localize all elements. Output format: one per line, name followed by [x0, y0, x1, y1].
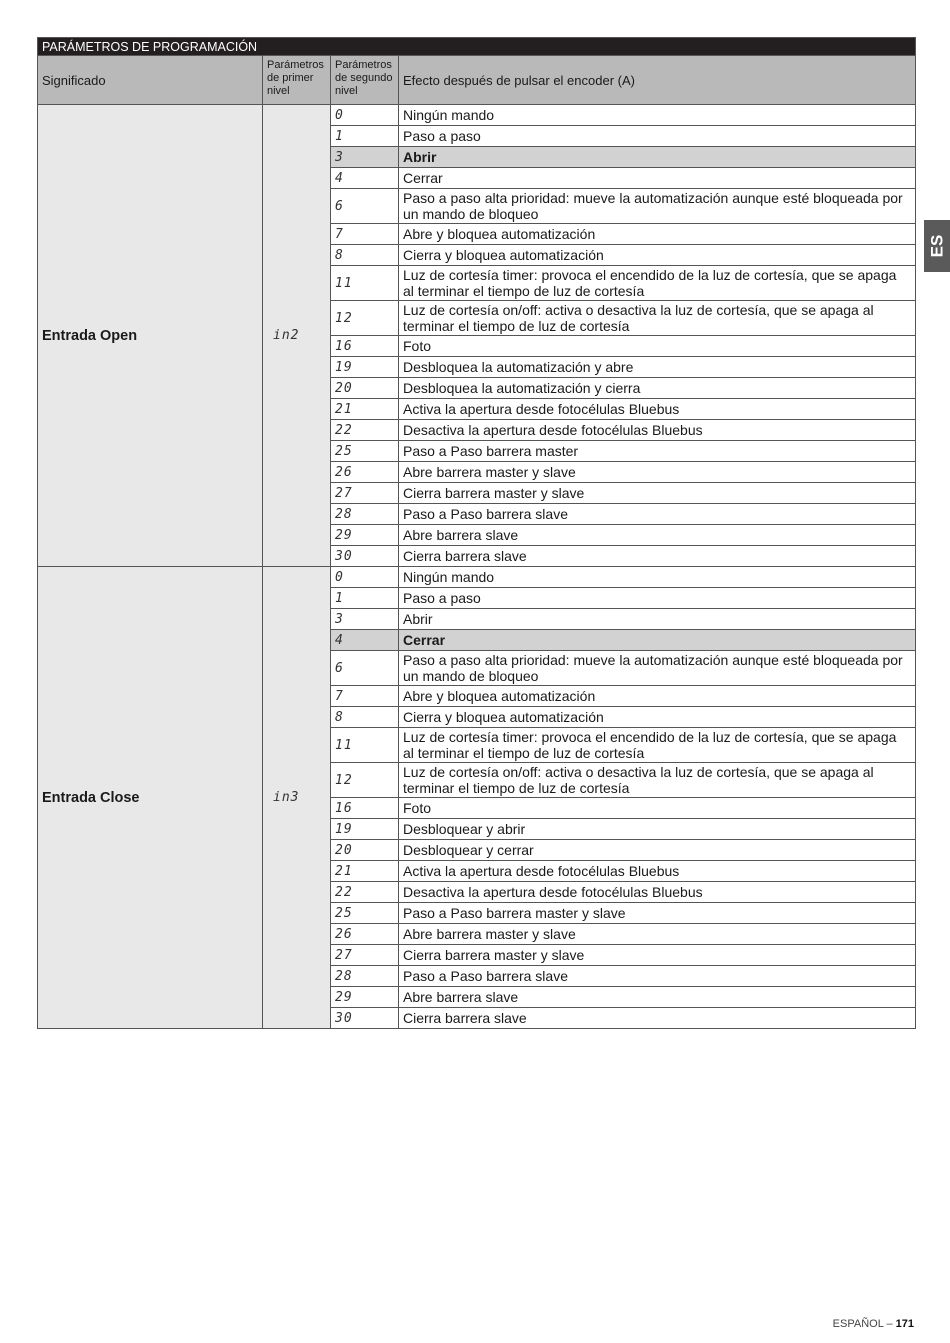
second-level-code: 8: [331, 245, 399, 266]
second-level-code: 30: [331, 1008, 399, 1029]
footer-separator: –: [883, 1318, 896, 1330]
second-level-code: 29: [331, 987, 399, 1008]
effect-description: Luz de cortesía timer: provoca el encendido de la luz de cortesía, que se apaga al terminar el tiempo de luz de cortesía: [399, 728, 916, 763]
second-level-code: 12: [331, 763, 399, 798]
effect-description: Activa la apertura desde fotocélulas Bluebus: [399, 861, 916, 882]
header-second-level: Parámetros de segundo nivel: [331, 56, 399, 105]
effect-description: Cierra y bloquea automatización: [399, 707, 916, 728]
second-level-code: 27: [331, 483, 399, 504]
page-footer: [833, 1318, 914, 1330]
effect-description: Cierra barrera slave: [399, 1008, 916, 1029]
group-meaning: Entrada Open: [38, 105, 263, 567]
second-level-code: 25: [331, 441, 399, 462]
effect-description: Paso a Paso barrera slave: [399, 504, 916, 525]
second-level-code: 0: [331, 105, 399, 126]
footer-language: ESPAÑOL: [832, 1318, 884, 1330]
second-level-code: 0: [331, 567, 399, 588]
second-level-code: 1: [331, 588, 399, 609]
effect-description: Cierra y bloquea automatización: [399, 245, 916, 266]
effect-description: Abre barrera master y slave: [399, 462, 916, 483]
effect-description: Abrir: [399, 147, 916, 168]
second-level-code: 20: [331, 840, 399, 861]
effect-description: Foto: [399, 336, 916, 357]
effect-description: Paso a Paso barrera master y slave: [399, 903, 916, 924]
effect-description: Abrir: [399, 609, 916, 630]
effect-description: Cierra barrera master y slave: [399, 483, 916, 504]
second-level-code: 11: [331, 266, 399, 301]
second-level-code: 22: [331, 882, 399, 903]
second-level-code: 28: [331, 966, 399, 987]
effect-description: Cierra barrera slave: [399, 546, 916, 567]
effect-description: Abre y bloquea automatización: [399, 224, 916, 245]
effect-description: Paso a Paso barrera slave: [399, 966, 916, 987]
first-level-parameter: in3: [263, 567, 331, 1029]
effect-description: Activa la apertura desde fotocélulas Bluebus: [399, 399, 916, 420]
effect-description: Luz de cortesía on/off: activa o desactiva la luz de cortesía, que se apaga al terminar el tiempo de luz de cortesía: [399, 301, 916, 336]
effect-description: Abre barrera master y slave: [399, 924, 916, 945]
second-level-code: 28: [331, 504, 399, 525]
effect-description: Paso a paso: [399, 126, 916, 147]
second-level-code: 16: [331, 336, 399, 357]
effect-description: Luz de cortesía on/off: activa o desactiva la luz de cortesía, que se apaga al terminar el tiempo de luz de cortesía: [399, 763, 916, 798]
second-level-code: 3: [331, 147, 399, 168]
effect-description: Paso a paso alta prioridad: mueve la automatización aunque esté bloqueada por un mando de bloqueo: [399, 651, 916, 686]
effect-description: Paso a paso: [399, 588, 916, 609]
second-level-code: 27: [331, 945, 399, 966]
second-level-code: 21: [331, 399, 399, 420]
table-title: PARÁMETROS DE PROGRAMACIÓN: [38, 38, 916, 56]
header-meaning: Significado: [38, 56, 263, 105]
effect-description: Abre barrera slave: [399, 525, 916, 546]
effect-description: Foto: [399, 798, 916, 819]
effect-description: Desbloquea la automatización y cierra: [399, 378, 916, 399]
second-level-code: 4: [331, 630, 399, 651]
second-level-code: 6: [331, 189, 399, 224]
effect-description: Ningún mando: [399, 567, 916, 588]
second-level-code: 7: [331, 686, 399, 707]
effect-description: Cerrar: [399, 630, 916, 651]
second-level-code: 3: [331, 609, 399, 630]
first-level-parameter: in2: [263, 105, 331, 567]
second-level-code: 26: [331, 462, 399, 483]
second-level-code: 30: [331, 546, 399, 567]
second-level-code: 7: [331, 224, 399, 245]
second-level-code: 12: [331, 301, 399, 336]
effect-description: Desbloquea la automatización y abre: [399, 357, 916, 378]
second-level-code: 6: [331, 651, 399, 686]
effect-description: Abre y bloquea automatización: [399, 686, 916, 707]
group-meaning: Entrada Close: [38, 567, 263, 1029]
language-tab: [924, 220, 950, 272]
second-level-code: 20: [331, 378, 399, 399]
effect-description: Paso a paso alta prioridad: mueve la automatización aunque esté bloqueada por un mando de bloqueo: [399, 189, 916, 224]
effect-description: Cierra barrera master y slave: [399, 945, 916, 966]
effect-description: Desbloquear y cerrar: [399, 840, 916, 861]
page-number: 171: [895, 1318, 914, 1330]
language-tab-label: ES: [927, 234, 946, 258]
second-level-code: 1: [331, 126, 399, 147]
second-level-code: 11: [331, 728, 399, 763]
second-level-code: 29: [331, 525, 399, 546]
second-level-code: 16: [331, 798, 399, 819]
effect-description: Ningún mando: [399, 105, 916, 126]
second-level-code: 21: [331, 861, 399, 882]
effect-description: Abre barrera slave: [399, 987, 916, 1008]
table-body: [38, 105, 916, 1029]
header-first-level: Parámetros de primer nivel: [263, 56, 331, 105]
second-level-code: 25: [331, 903, 399, 924]
effect-description: Desactiva la apertura desde fotocélulas Bluebus: [399, 420, 916, 441]
second-level-code: 19: [331, 819, 399, 840]
effect-description: Cerrar: [399, 168, 916, 189]
table-row: [38, 105, 916, 126]
effect-description: Desactiva la apertura desde fotocélulas Bluebus: [399, 882, 916, 903]
programming-parameters-table: [37, 37, 916, 1029]
second-level-code: 22: [331, 420, 399, 441]
second-level-code: 8: [331, 707, 399, 728]
header-effect: Efecto después de pulsar el encoder (A): [399, 56, 916, 105]
effect-description: Paso a Paso barrera master: [399, 441, 916, 462]
effect-description: Desbloquear y abrir: [399, 819, 916, 840]
effect-description: Luz de cortesía timer: provoca el encendido de la luz de cortesía, que se apaga al terminar el tiempo de luz de cortesía: [399, 266, 916, 301]
second-level-code: 26: [331, 924, 399, 945]
second-level-code: 4: [331, 168, 399, 189]
table-row: [38, 567, 916, 588]
second-level-code: 19: [331, 357, 399, 378]
